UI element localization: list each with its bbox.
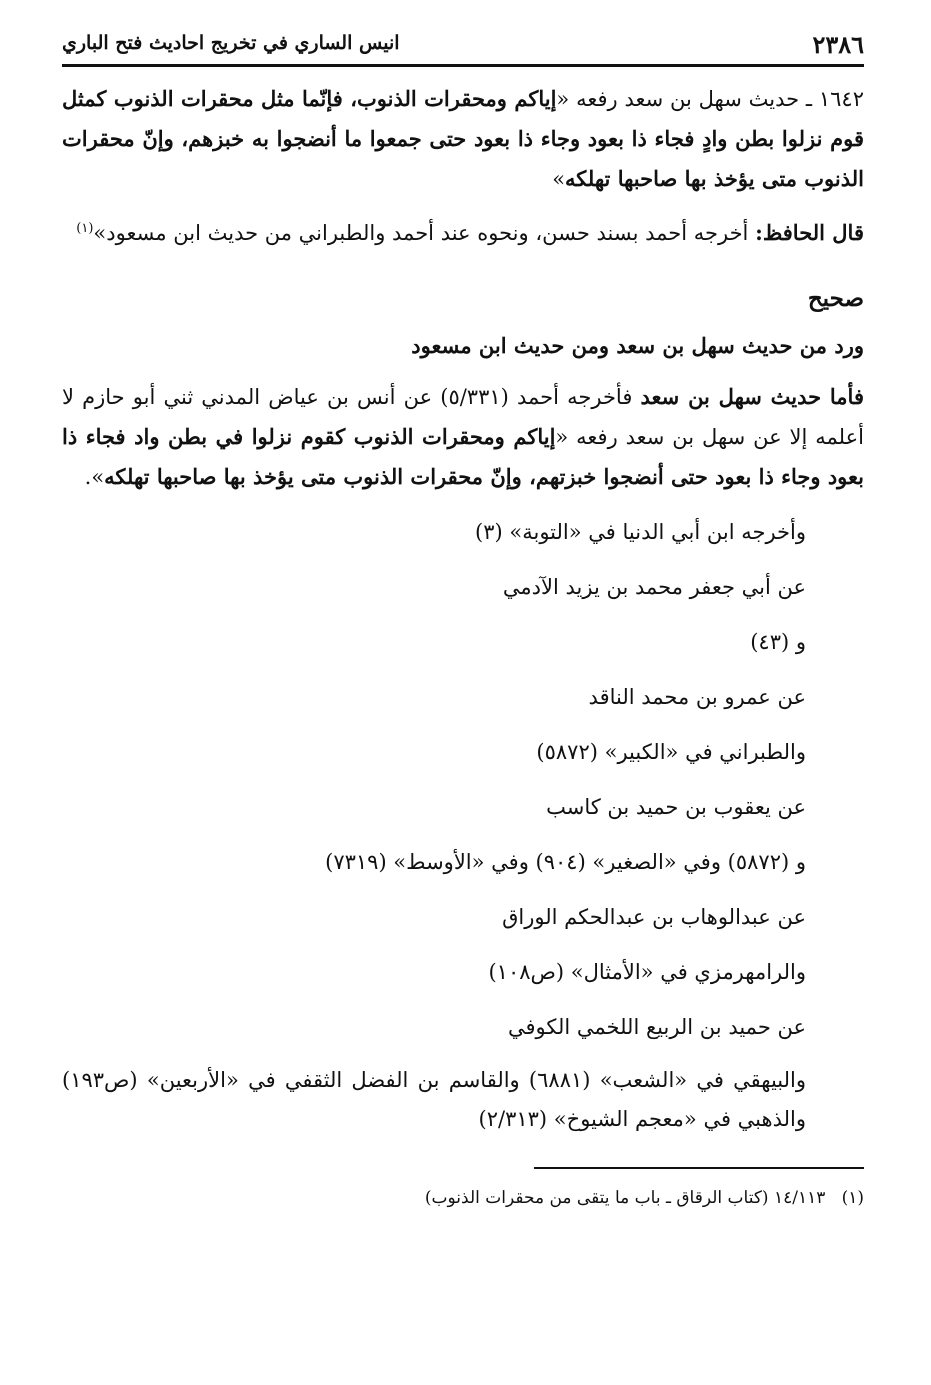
list-item: عن عمرو بن محمد الناقد — [588, 685, 806, 709]
book-page — [62, 30, 864, 1213]
book-title: انيس الساري في تخريج احاديث فتح الباري — [62, 32, 400, 54]
list-item: و (٥٨٧٢) وفي «الصغير» (٩٠٤) وفي «الأوسط» (٧٣١٩) — [325, 850, 806, 874]
list-item: عن عبدالوهاب بن عبدالحكم الوراق — [502, 905, 806, 929]
hadith-number: ١٦٤٢ ـ — [805, 87, 864, 111]
page-number: ٢٣٨٦ — [812, 30, 864, 59]
sources-line: ورد من حديث سهل بن سعد ومن حديث ابن مسعود — [411, 333, 864, 358]
hadith-close: » — [552, 167, 566, 191]
footnote-marker: (١) — [841, 1188, 864, 1208]
sahl-text: فأخرجه أحمد (٥/٣٣١) عن أنس بن عياض المدني ثني أبو حازم لا أعلمه إلا عن سهل بن سعد رفعه « — [62, 385, 864, 449]
hadith-entry — [62, 79, 864, 199]
header-rule — [62, 64, 864, 67]
footnote-ref: (١) — [76, 221, 94, 236]
sahl-close: ». — [84, 465, 105, 489]
list-item: عن حميد بن الربيع اللخمي الكوفي — [508, 1015, 806, 1039]
list-item: عن يعقوب بن حميد بن كاسب — [546, 795, 806, 819]
footnote-rule — [534, 1167, 864, 1169]
hadith-intro: حديث سهل بن سعد رفعه « — [556, 87, 800, 111]
list-item: عن أبي جعفر محمد بن يزيد الآدمي — [502, 575, 806, 599]
list-item: و (٤٣) — [750, 630, 806, 654]
list-item: والرامهرمزي في «الأمثال» (ص١٠٨) — [488, 960, 806, 984]
sahl-quote: إياكم ومحقرات الذنوب كقوم نزلوا في بطن واد فجاء ذا بعود وجاء ذا بعود حتى أنضجوا خبزتهم، وإنّ محقرات الذنوب متى يؤخذ بها صاحبها تهلكه — [62, 424, 864, 489]
grade-heading: صحيح — [807, 285, 864, 312]
hadith-text: إياكم ومحقرات الذنوب، فإنّما مثل محقرات الذنوب كمثل قوم نزلوا بطن وادٍ فجاء ذا بعود وجاء ذا بعود حتى جمعوا ما أنضجوا به خبزهم، وإنّ محقرات الذنوب متى يؤخذ بها صاحبها تهلكه — [62, 86, 864, 191]
footnote — [62, 1183, 864, 1213]
page-body — [62, 79, 864, 1213]
footnote-text: ١٤/١١٣ (كتاب الرقاق ـ باب ما يتقى من محقرات الذنوب) — [424, 1188, 826, 1208]
sahl-lead: فأما حديث سهل بن سعد — [640, 384, 864, 409]
running-header — [62, 30, 864, 60]
sahl-paragraph — [62, 377, 864, 497]
hafiz-statement — [62, 213, 864, 253]
hafiz-text: أخرجه أحمد بسند حسن، ونحوه عند أحمد والطبراني من حديث ابن مسعود» — [93, 221, 749, 245]
list-item: والطبراني في «الكبير» (٥٨٧٢) — [536, 740, 806, 764]
hafiz-label: قال الحافظ: — [755, 220, 864, 245]
list-item: وأخرجه ابن أبي الدنيا في «التوبة» (٣) — [475, 520, 806, 544]
takhrij-list — [62, 505, 864, 1055]
bayhaqi-paragraph: والبيهقي في «الشعب» (٦٨٨١) والقاسم بن الفضل الثقفي في «الأربعين» (ص١٩٣) والذهبي في «معجم الشيوخ» (٢/٣١٣) — [62, 1068, 807, 1131]
